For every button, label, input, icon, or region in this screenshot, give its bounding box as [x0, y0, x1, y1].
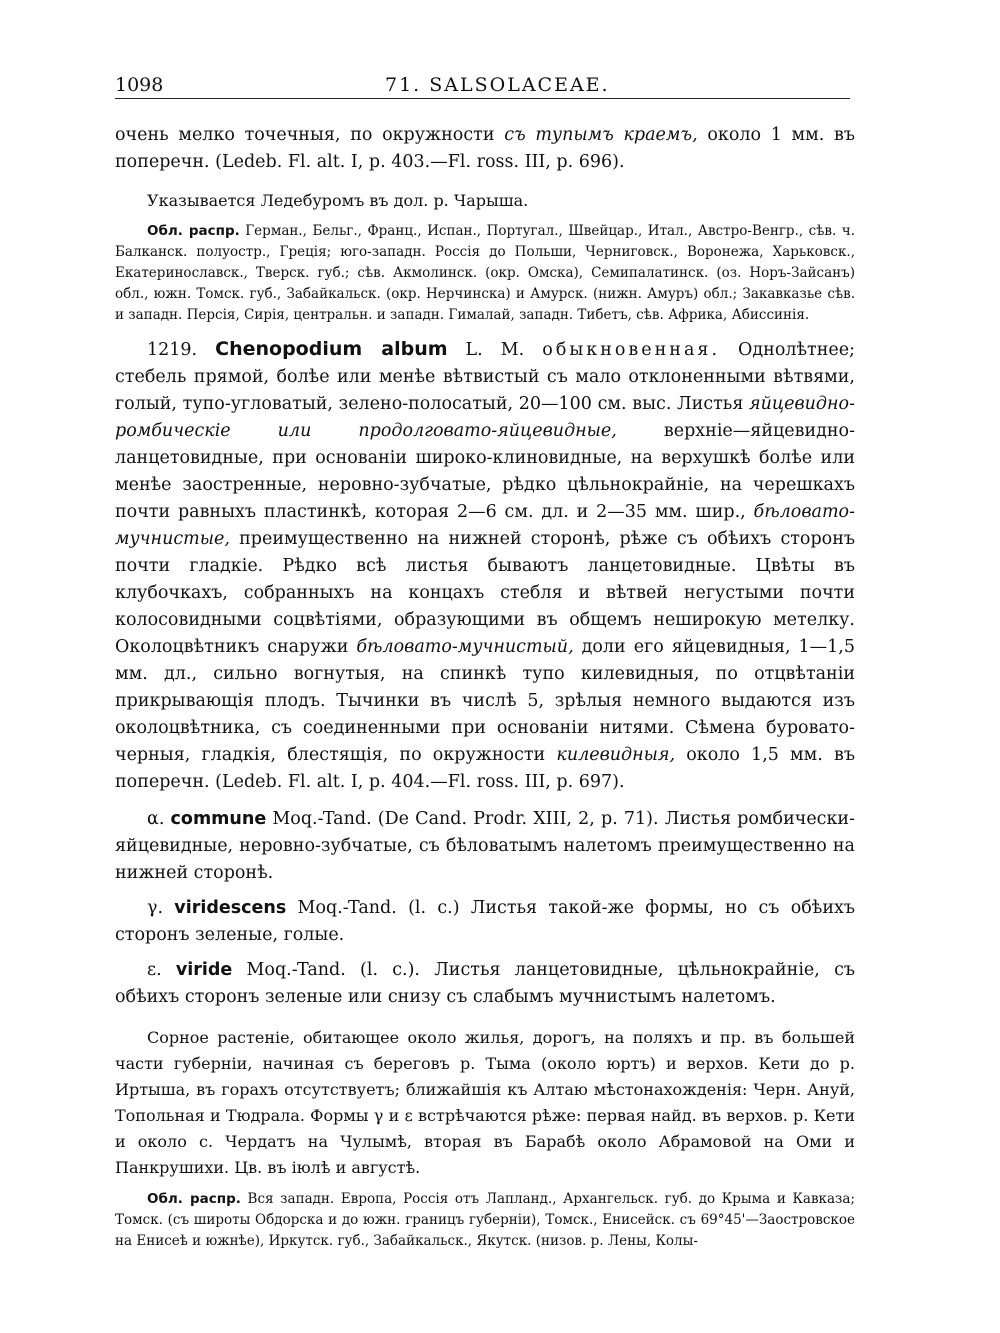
- species-name: Chenopodium album: [215, 338, 448, 360]
- variety-text: Moq.-Tand. (l. c.). Листья ланцетовидные, цѣльнокрайнiе, съ обѣихъ сторонъ зеленые или снизу съ слабымъ мучнистымъ налетомъ.: [115, 960, 855, 1007]
- species-number: 1219.: [147, 340, 216, 360]
- species-entry-1219: [115, 336, 855, 796]
- variety-viridescens: [115, 895, 855, 949]
- running-title: 71. SALSOLACEAE.: [385, 74, 610, 96]
- italic-text: бѣловато-мучнистые,: [115, 502, 855, 549]
- variety-text: Moq.-Tand. (De Cand. Prodr. XIII, 2, p. 71). Листья ромбически-яйцевидные, неровно-зубчатые, съ бѣловатымъ налетомъ преимущественно на нижней сторонѣ.: [115, 809, 855, 883]
- page: [115, 60, 855, 1252]
- distribution-label: Обл. распр.: [147, 1191, 241, 1207]
- text: около 1 мм. въ поперечн. (Ledeb. Fl. alt. I, p. 403.—Fl. ross. III, p. 696).: [115, 125, 855, 172]
- italic-text: яйцевидно-ромбическiе или продолговато-яйцевидные,: [115, 394, 855, 441]
- variety-text: Moq.-Tand. (l. c.) Листья такой-же формы, но съ обѣихъ сторонъ зеленые, голые.: [115, 898, 855, 945]
- page-number: 1098: [115, 74, 164, 96]
- distribution-text: Вся западн. Европа, Россiя отъ Лапланд., Архангельск. губ. до Крыма и Кавказа; Томск. (съ широты Обдорска и до южн. границъ губернiи), Томск., Енисейск. съ 69°45'—Заостровское на Енисеѣ и южнѣе), Иркутск. губ., Забайкальск., Якутск. (низов. р. Лены, Колы-: [115, 1191, 855, 1249]
- text: преимущественно на нижней сторонѣ, рѣже съ обѣихъ сторонъ почти гладкiе. Рѣдко всѣ листья бываютъ ланцетовидные. Цвѣты въ клубочкахъ, собранныхъ на концахъ стебля и вѣтвей негустыми почти колосовидными соцвѣтiями, образующими въ общемъ неширокую метелку. Околоцвѣтникъ снаружи: [115, 529, 855, 657]
- variety-letter: γ.: [147, 898, 175, 918]
- paragraph-habitat: Сорное растенiе, обитающее около жилья, дорогъ, на поляхъ и пр. въ большей части губернiи, начиная съ береговъ р. Тыма (около юртъ) и верхов. Кети до р. Иртыша, въ горахъ отсутствуетъ; ближайшiя къ Алтаю мѣстонахожденiя: Черн. Ануй, Топольная и Тюдрала. Формы γ и ε встрѣчаются рѣже: первая найд. въ верхов. р. Кети и около с. Чердатъ на Чулымѣ, вторая въ Барабѣ около Абрамовой на Оми и Панкрушихи. Цв. въ iюлѣ и августѣ.: [115, 1028, 855, 1177]
- variety-name: commune: [170, 809, 267, 829]
- distribution-label: Обл. распр.: [147, 223, 240, 239]
- variety-commune: [115, 806, 855, 887]
- header-rule: [115, 98, 850, 99]
- text: Однолѣтнее; стебель прямой, болѣе или менѣе вѣтвистый съ мало отклоненными вѣтвями, голый, тупо-угловатый, зелено-полосатый, 20—100 см. выс. Листья: [115, 340, 855, 414]
- distribution-text: Герман., Бельг., Франц., Испан., Португал., Швейцар., Итал., Австро-Венгр., сѣв. ч. Балканск. полуостр., Грецiя; юго-западн. Россiя до Польши, Черниговск., Воронежа, Харьковск., Екатеринославск., Тверск. губ.; сѣв. Акмолинск. (окр. Омска), Семипалатинск. (оз. Норъ-Зайсанъ) обл., южн. Томск. губ., Забайкальск. (окр. Нерчинска) и Амурск. (нижн. Амуръ) обл.; Закавказье сѣв. и западн. Персiя, Сирiя, центральн. и западн. Гималай, западн. Тибетъ, сѣв. Африка, Абиссинiя.: [115, 223, 855, 323]
- text: верхнiе—яйцевидно-ланцетовидные, при основанiи широко-клиновидные, на верхушкѣ болѣе или менѣе заостренные, неровно-зубчатые, рѣдко цѣльнокрайнiе, на черешкахъ почти равныхъ пластинкѣ, которая 2—6 см. дл. и 2—35 мм. шир.,: [115, 421, 855, 522]
- variety-viride: [115, 957, 855, 1011]
- text: доли его яйцевидныя, 1—1,5 мм. дл., сильно вогнутыя, на спинкѣ тупо килевидныя, по отцвѣтанiи прикрывающiя плодъ. Тычинки въ числѣ 5, зрѣлыя немного выдаются изъ околоцвѣтника, съ соединенными при основанiи нитями. Сѣмена буровато-черныя, гладкiя, блестящiя, по окружности: [115, 637, 855, 765]
- variety-letter: ε.: [147, 960, 176, 980]
- variety-name: viridescens: [174, 898, 287, 918]
- paragraph-distribution-2: [115, 1189, 855, 1252]
- common-name: обыкновенная.: [542, 340, 721, 360]
- variety-letter: α.: [147, 809, 171, 829]
- variety-name: viride: [175, 960, 233, 980]
- text: очень мелко точечныя, по окружности: [115, 125, 505, 145]
- paragraph-locality: Указывается Ледебуромъ въ дол. р. Чарыша.: [147, 191, 529, 210]
- italic-text: килевидныя,: [556, 745, 676, 765]
- paragraph-seed-description: [115, 122, 855, 176]
- text: около 1,5 мм. въ поперечн. (Ledeb. Fl. alt. I, p. 404.—Fl. ross. III, p. 697).: [115, 745, 855, 792]
- italic-text: съ тупымъ краемъ,: [504, 125, 698, 145]
- page-header: [115, 60, 855, 100]
- paragraph-distribution: [115, 221, 855, 326]
- species-author: L. M.: [447, 340, 543, 360]
- italic-text: бѣловато-мучнистый,: [356, 637, 574, 657]
